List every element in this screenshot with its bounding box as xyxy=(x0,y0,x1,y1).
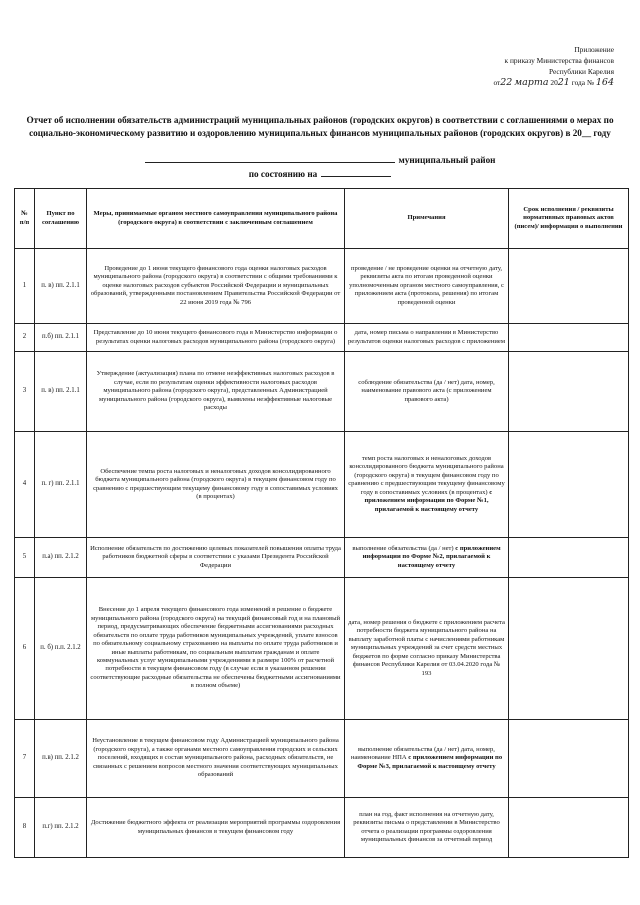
row-deadline xyxy=(509,720,629,798)
row-deadline xyxy=(509,324,629,352)
row-point: п. в) пп. 2.1.1 xyxy=(35,352,87,432)
date-number: 164 xyxy=(595,77,614,88)
table-row xyxy=(15,798,629,858)
row-notes-text: выполнение обязательства (да / нет) xyxy=(352,544,454,552)
date-month: марта xyxy=(514,77,549,88)
obligations-table xyxy=(14,188,629,858)
report-title: Отчет об исполнении обязательств администраций муниципальных районов (городских округов) в соответствии с соглашениями о мерах по социально-экономическому развитию и оздоровлению муниципальных финансов муниципальных районов (городских округов) в 20__ году xyxy=(26,115,614,138)
row-point: п.г) пп. 2.1.2 xyxy=(35,798,87,858)
row-notes xyxy=(345,798,509,858)
row-deadline xyxy=(509,538,629,578)
table-row xyxy=(15,432,629,538)
appendix-line-1: Приложение xyxy=(574,45,614,54)
row-notes xyxy=(345,249,509,324)
row-measures: Утверждение (актуализация) плана по отмене неэффективных налоговых расходов в случае, если по результатам оценки эффективности налоговых расходов муниципального района (городского округа), представленных Администрацией муниципального района (городского округа), выявлены неэффективные налоговые расходы xyxy=(87,352,345,432)
date-day: 22 xyxy=(500,77,513,88)
row-num: 4 xyxy=(15,432,35,538)
row-num: 6 xyxy=(15,578,35,720)
appendix-date-line xyxy=(493,77,614,88)
row-notes-text: соблюдение обязательства (да / нет) дата, номер, наименование правового акта (с приложением правового акта) xyxy=(358,378,495,403)
row-num: 5 xyxy=(15,538,35,578)
row-num: 1 xyxy=(15,249,35,324)
district-suffix: муниципальный район xyxy=(398,155,496,165)
row-measures: Неустановление в текущем финансовом году Администрацией муниципального района (городского округа), а также органами местного самоуправления городских и сельских поселений, входящих в состав муниципального района, расходных обязательств, не связанных с решением вопросов местного значения соответствующих муниципальных образований xyxy=(87,720,345,798)
district-blank xyxy=(145,153,395,163)
row-notes-text: проведение / не проведение оценки на отчетную дату, реквизиты акта по итогам проведенной оценки уполномоченным органом местного самоуправления, с приложением акта (протокола, решения) по итогам проведенной оценки xyxy=(349,264,504,306)
row-measures: Внесение до 1 апреля текущего финансового года изменений в решение о бюджете муниципального района (городского округа) на текущий финансовый год и на плановый период, предусматривающих обеспечение бюджетными ассигнованиями расходных обязательств по оплате труда работников муниципальных учреждений, уплате взносов по обязательному социальному страхованию на выплаты по оплате труда работников и иные выплаты работникам, по социальным выплатам гражданам и оплате коммунальных услуг муниципальными учреждениями в размере 100% от расчетной потребности в текущем финансовом году (в случае если в указанном решении соответствующие расходные обязательства не обеспечены бюджетными ассигнованиями в полном объеме) xyxy=(87,578,345,720)
row-notes-text: выполнение обязательства (да / нет) дата, номер, наименование НПА xyxy=(350,745,495,762)
row-num: 2 xyxy=(15,324,35,352)
header-num: № п/п xyxy=(15,189,35,249)
row-point: п.а) пп. 2.1.2 xyxy=(35,538,87,578)
header-notes: Примечания xyxy=(345,189,509,249)
row-notes-bold: с приложением информации по Форме №3, прилагаемой к настоящему отчету xyxy=(357,754,503,770)
appendix-header xyxy=(493,44,614,88)
row-notes xyxy=(345,578,509,720)
row-notes-bold: с приложением информации по Форме №1, прилагаемой к настоящему отчету xyxy=(364,488,493,513)
row-measures: Представление до 10 июня текущего финансового года в Министерство информации о результатах оценки налоговых расходов муниципального района (городского округа) xyxy=(87,324,345,352)
row-notes-text: план на год, факт исполнения на отчетную дату, реквизиты письма о представлении в Министерство отчета о реализации программы оздоровления муниципальных финансов за отчетный период xyxy=(353,810,500,843)
row-notes xyxy=(345,720,509,798)
header-deadline: Срок исполнения / реквизиты нормативных правовых актов (писем)/ информация о выполнении xyxy=(509,189,629,249)
row-notes xyxy=(345,352,509,432)
row-deadline xyxy=(509,352,629,432)
row-notes-text: темп роста налоговых и неналоговых доходов консолидированного бюджета муниципального района (городского округа) в текущем финансовом году по сравнению с предшествующим текущему финансовому году в сопоставимых условиях (в процентах) xyxy=(348,455,505,496)
row-deadline xyxy=(509,432,629,538)
row-deadline xyxy=(509,798,629,858)
row-point: п. б) п.п. 2.1.2 xyxy=(35,578,87,720)
table-row xyxy=(15,578,629,720)
appendix-line-2: к приказу Министерства финансов xyxy=(504,56,614,65)
date-year-prefix: 20 xyxy=(550,78,558,87)
row-deadline xyxy=(509,578,629,720)
as-of-blank xyxy=(321,167,391,177)
appendix-line-3: Республики Карелия xyxy=(548,67,614,76)
date-year-suffix: года № xyxy=(571,78,594,87)
row-notes-text: дата, номер письма о направлении в Министерство результатов оценки налоговых расходов с приложением xyxy=(348,329,506,345)
table-row xyxy=(15,352,629,432)
row-point: п. в) пп. 2.1.1 xyxy=(35,249,87,324)
as-of-prefix: по состоянию на xyxy=(248,169,318,179)
table-row xyxy=(15,720,629,798)
row-notes xyxy=(345,324,509,352)
row-measures: Обеспечение темпа роста налоговых и неналоговых доходов консолидированного бюджета муниципального района (городского округа) в текущем финансовом году по сравнению с предшествующим текущему финансовому году в сопоставимых условиях (в процентах) xyxy=(87,432,345,538)
row-point: п.б) пп. 2.1.1 xyxy=(35,324,87,352)
table-row xyxy=(15,249,629,324)
row-notes xyxy=(345,538,509,578)
table-row xyxy=(15,324,629,352)
row-measures: Достижение бюджетного эффекта от реализации мероприятий программы оздоровления муниципальных финансов в текущем финансовом году xyxy=(87,798,345,858)
date-prefix: от xyxy=(493,78,501,87)
row-notes-bold: с приложением информации по Форме №2, прилагаемой к настоящему отчету xyxy=(362,544,501,569)
row-point: п. г) пп. 2.1.1 xyxy=(35,432,87,538)
row-point: п.в) пп. 2.1.2 xyxy=(35,720,87,798)
as-of-line xyxy=(14,167,626,179)
row-deadline xyxy=(509,249,629,324)
row-measures: Проведение до 1 июня текущего финансового года оценки налоговых расходов муниципального района (городского округа) в соответствии с общими требованиями к оценке налоговых расходов субъектов Российской Федерации и муниципальных образований, утвержденными постановлением Правительства Российской Федерации от 22 июня 2019 года № 796 xyxy=(87,249,345,324)
district-line xyxy=(14,153,626,165)
row-num: 3 xyxy=(15,352,35,432)
row-num: 8 xyxy=(15,798,35,858)
row-num: 7 xyxy=(15,720,35,798)
date-year-hand: 21 xyxy=(557,77,570,88)
row-notes-text: дата, номер решения о бюджете с приложением расчета потребности бюджета муниципального района на выплату заработной платы с начислениями работникам муниципальных учреждений за счет средств местных бюджетов по форме согласно приказу Министерства финансов Республики Карелия от 03.04.2020 года № 193 xyxy=(348,619,505,677)
header-measures: Меры, принимаемые органом местного самоуправления муниципального района (городского округа) в соответствии с заключенным соглашением xyxy=(87,189,345,249)
row-measures: Исполнение обязательств по достижению целевых показателей повышения оплаты труда работников бюджетной сферы в соответствии с указами Президента Российской Федерации xyxy=(87,538,345,578)
row-notes xyxy=(345,432,509,538)
header-point: Пункт по соглашению xyxy=(35,189,87,249)
table-header-row xyxy=(15,189,629,249)
table-row xyxy=(15,538,629,578)
